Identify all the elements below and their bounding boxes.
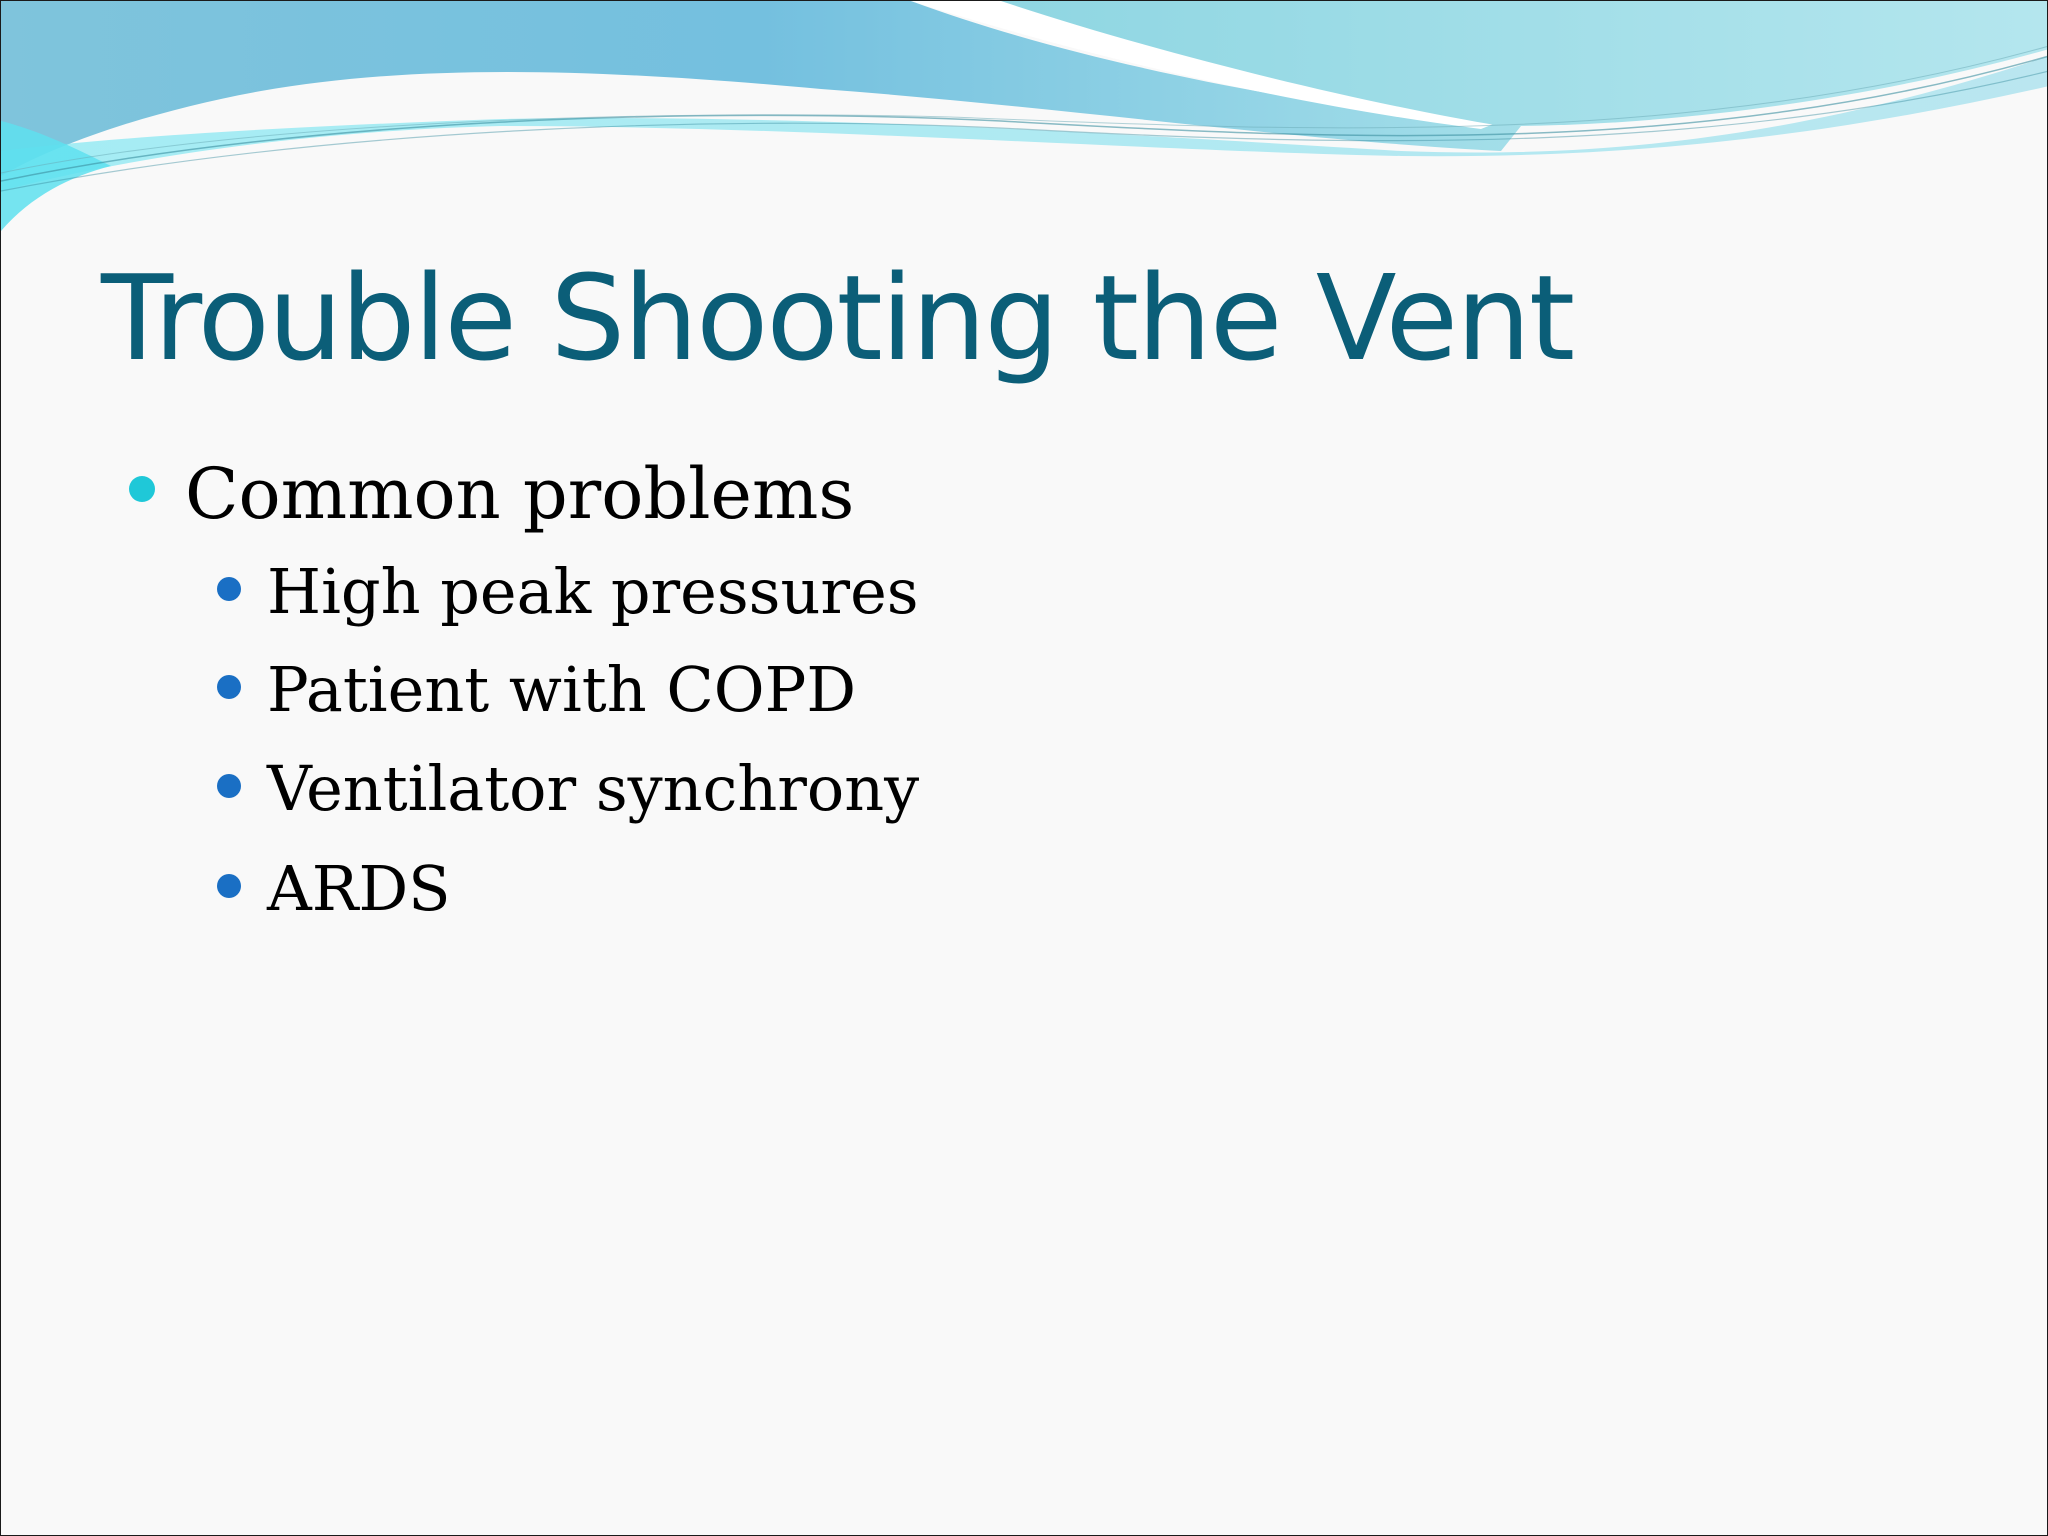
bullet-dot-icon <box>217 874 241 898</box>
bullet-dot-icon <box>217 577 241 601</box>
header-wave-decoration <box>1 1 2048 241</box>
bullet-item: Common problems <box>185 453 855 535</box>
bullet-dot-icon <box>217 774 241 798</box>
sub-bullet-item: ARDS <box>267 852 451 925</box>
sub-bullet-item: Patient with COPD <box>267 653 857 726</box>
slide-title: Trouble Shooting the Vent <box>101 249 1574 387</box>
bullet-dot-icon <box>217 675 241 699</box>
bullet-dot-icon <box>129 476 155 502</box>
sub-bullet-item: Ventilator synchrony <box>267 752 920 825</box>
sub-bullet-item: High peak pressures <box>267 555 919 628</box>
